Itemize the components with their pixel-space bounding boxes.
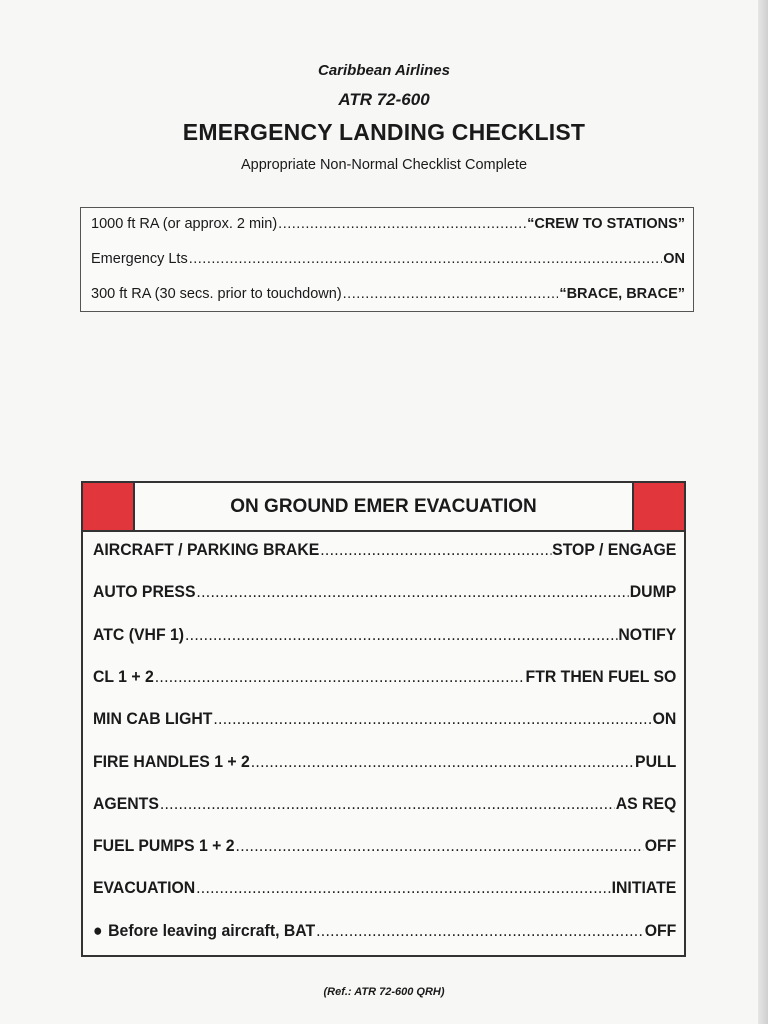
red-marker-left — [83, 483, 133, 531]
evacuation-row — [93, 836, 676, 862]
leader-dots — [155, 667, 525, 687]
evacuation-item: CL 1 + 2 — [93, 666, 154, 686]
checklist-action: ON — [663, 251, 685, 267]
leader-dots — [189, 251, 663, 267]
leader-dots — [278, 216, 526, 232]
evacuation-row — [93, 752, 676, 778]
evacuation-checklist-box — [81, 481, 686, 957]
evacuation-row — [93, 625, 676, 651]
evacuation-row — [93, 709, 676, 735]
red-marker-right — [634, 483, 684, 531]
evacuation-item: ATC (VHF 1) — [93, 624, 185, 644]
leader-dots — [316, 921, 644, 941]
evacuation-action: PULL — [635, 751, 677, 771]
evacuation-item: AUTO PRESS — [93, 582, 196, 602]
leader-dots — [236, 836, 644, 856]
divider — [83, 530, 684, 532]
checklist-item: Emergency Lts — [91, 251, 188, 267]
evacuation-action: OFF — [644, 920, 677, 940]
evacuation-action: INITIATE — [611, 878, 677, 898]
evacuation-action: ON — [652, 709, 677, 729]
leader-dots — [185, 625, 617, 645]
evacuation-item: Before leaving aircraft, BAT — [108, 920, 316, 940]
evacuation-item: MIN CAB LIGHT — [93, 709, 213, 729]
evacuation-action: OFF — [644, 836, 677, 856]
evacuation-action: DUMP — [629, 582, 677, 602]
evacuation-row — [93, 878, 676, 904]
checklist-action: “BRACE, BRACE” — [559, 286, 685, 302]
aircraft-type: ATR 72-600 — [338, 90, 430, 109]
evacuation-action: AS REQ — [615, 793, 677, 813]
evacuation-row — [93, 582, 676, 608]
page-subtitle: Appropriate Non-Normal Checklist Complete — [240, 157, 528, 173]
checklist-row — [91, 286, 685, 310]
leader-dots — [196, 878, 611, 898]
evacuation-row — [93, 667, 676, 693]
airline-name: Caribbean Airlines — [318, 62, 450, 79]
page-edge — [758, 0, 768, 1024]
leader-dots — [251, 752, 634, 772]
leader-dots — [213, 709, 651, 729]
bullet-icon: ● — [93, 920, 103, 940]
leader-dots — [343, 286, 559, 302]
checklist-row — [91, 251, 685, 275]
page-title: EMERGENCY LANDING CHECKLIST — [182, 119, 586, 145]
reference-note: (Ref.: ATR 72-600 QRH) — [323, 986, 445, 998]
evacuation-item: AIRCRAFT / PARKING BRAKE — [93, 540, 320, 559]
checklist-item: 300 ft RA (30 secs. prior to touchdown) — [91, 286, 342, 302]
checklist-action: “CREW TO STATIONS” — [527, 216, 685, 232]
evacuation-action: NOTIFY — [618, 624, 677, 644]
checklist-row — [91, 216, 685, 240]
evacuation-item: FIRE HANDLES 1 + 2 — [93, 751, 250, 771]
evacuation-item: EVACUATION — [93, 878, 196, 898]
evacuation-row — [93, 540, 676, 566]
checklist-item: 1000 ft RA (or approx. 2 min) — [91, 216, 278, 232]
evacuation-action: STOP / ENGAGE — [552, 540, 677, 559]
leader-dots — [160, 794, 615, 814]
leader-dots — [196, 582, 628, 602]
evacuation-item: AGENTS — [93, 793, 159, 813]
landing-checklist-box — [80, 207, 694, 312]
evacuation-row — [93, 794, 676, 820]
leader-dots — [320, 540, 551, 560]
evacuation-title: ON GROUND EMER EVACUATION — [133, 483, 634, 531]
evacuation-row — [93, 921, 676, 947]
evacuation-action: FTR THEN FUEL SO — [525, 666, 677, 686]
evacuation-item: FUEL PUMPS 1 + 2 — [93, 836, 235, 856]
